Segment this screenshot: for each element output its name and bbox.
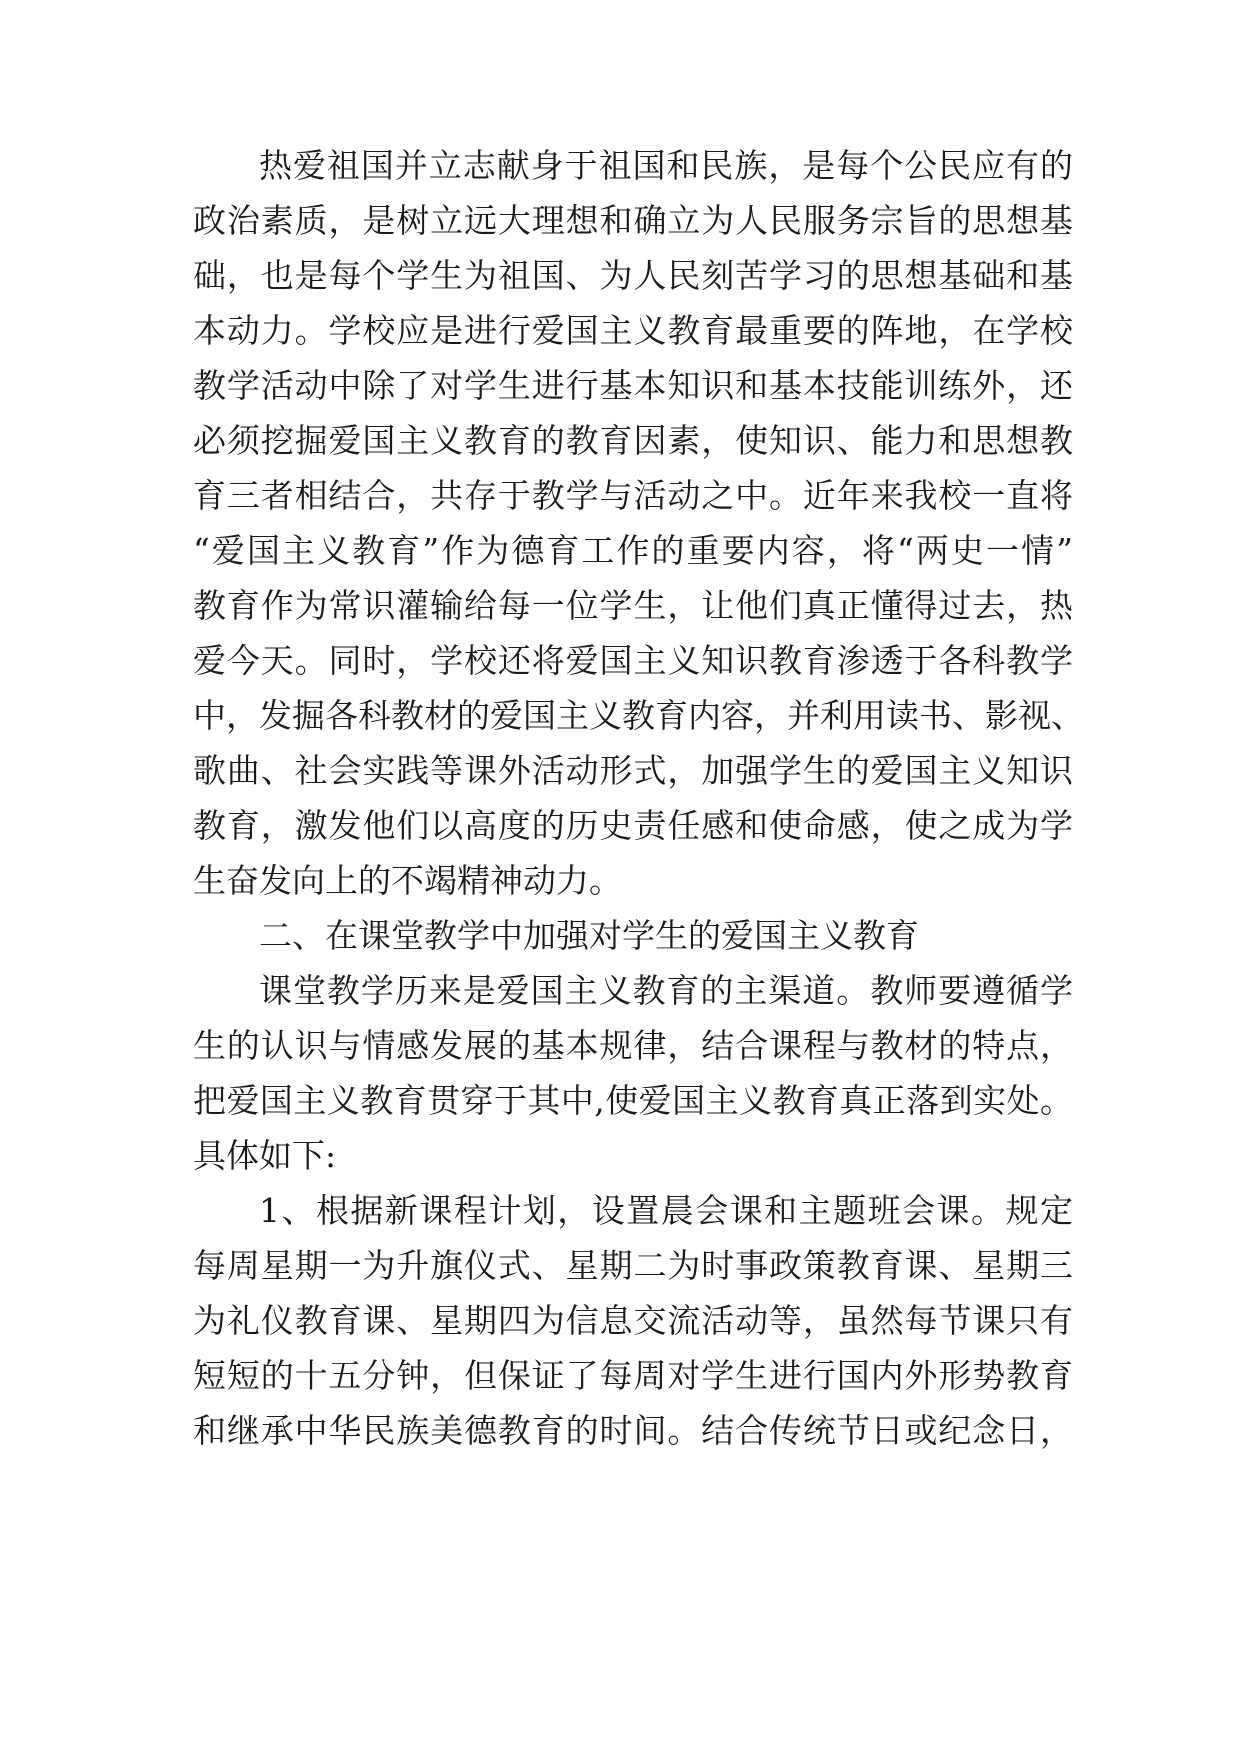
paragraph-1-line-7: 育三者相结合，共存于教学与活动之中。近年来我校一直将 — [193, 476, 1073, 515]
paragraph-1-line-5: 教学活动中除了对学生进行基本知识和基本技能训练外，还 — [193, 366, 1073, 405]
paragraph-3-line-5: 和继承中华民族美德教育的时间。结合传统节日或纪念日， — [193, 1411, 1073, 1450]
paragraph-1-line-6: 必须挖掘爱国主义教育的教育因素，使知识、能力和思想教 — [193, 421, 1073, 460]
paragraph-1-line-2: 政治素质，是树立远大理想和确立为人民服务宗旨的思想基 — [193, 201, 1073, 240]
paragraph-1-line-3: 础，也是每个学生为祖国、为人民刻苦学习的思想基础和基 — [193, 256, 1073, 295]
paragraph-1-line-10: 爱今天。同时，学校还将爱国主义知识教育渗透于各科教学 — [193, 641, 1073, 680]
paragraph-3-line-4: 短短的十五分钟，但保证了每周对学生进行国内外形势教育 — [193, 1356, 1073, 1395]
paragraph-2-line-2: 生的认识与情感发展的基本规律，结合课程与教材的特点， — [193, 1026, 1073, 1065]
paragraph-3-line-1: 1、根据新课程计划，设置晨会课和主题班会课。规定 — [259, 1191, 1073, 1230]
paragraph-2-line-1: 课堂教学历来是爱国主义教育的主渠道。教师要遵循学 — [259, 971, 1073, 1010]
paragraph-1-line-13: 教育，激发他们以高度的历史责任感和使命感，使之成为学 — [193, 806, 1073, 845]
paragraph-1-line-9: 教育作为常识灌输给每一位学生，让他们真正懂得过去，热 — [193, 586, 1073, 625]
paragraph-1-line-4: 本动力。学校应是进行爱国主义教育最重要的阵地，在学校 — [193, 311, 1073, 350]
paragraph-1-line-1: 热爱祖国并立志献身于祖国和民族，是每个公民应有的 — [259, 146, 1073, 185]
paragraph-1-line-14: 生奋发向上的不竭精神动力。 — [193, 861, 622, 900]
paragraph-1-line-8: “爱国主义教育”作为德育工作的重要内容，将“两史一情” — [193, 531, 1073, 570]
paragraph-2-line-4: 具体如下: — [193, 1136, 337, 1175]
paragraph-3-line-2: 每周星期一为升旗仪式、星期二为时事政策教育课、星期三 — [193, 1246, 1073, 1285]
paragraph-3-line-3: 为礼仪教育课、星期四为信息交流活动等，虽然每节课只有 — [193, 1301, 1073, 1340]
section-heading: 二、在课堂教学中加强对学生的爱国主义教育 — [259, 916, 919, 955]
paragraph-1-line-11: 中，发掘各科教材的爱国主义教育内容，并利用读书、影视、 — [193, 696, 1084, 735]
paragraph-1-line-12: 歌曲、社会实践等课外活动形式，加强学生的爱国主义知识 — [193, 751, 1073, 790]
paragraph-2-line-3: 把爱国主义教育贯穿于其中,使爱国主义教育真正落到实处。 — [193, 1081, 1073, 1120]
